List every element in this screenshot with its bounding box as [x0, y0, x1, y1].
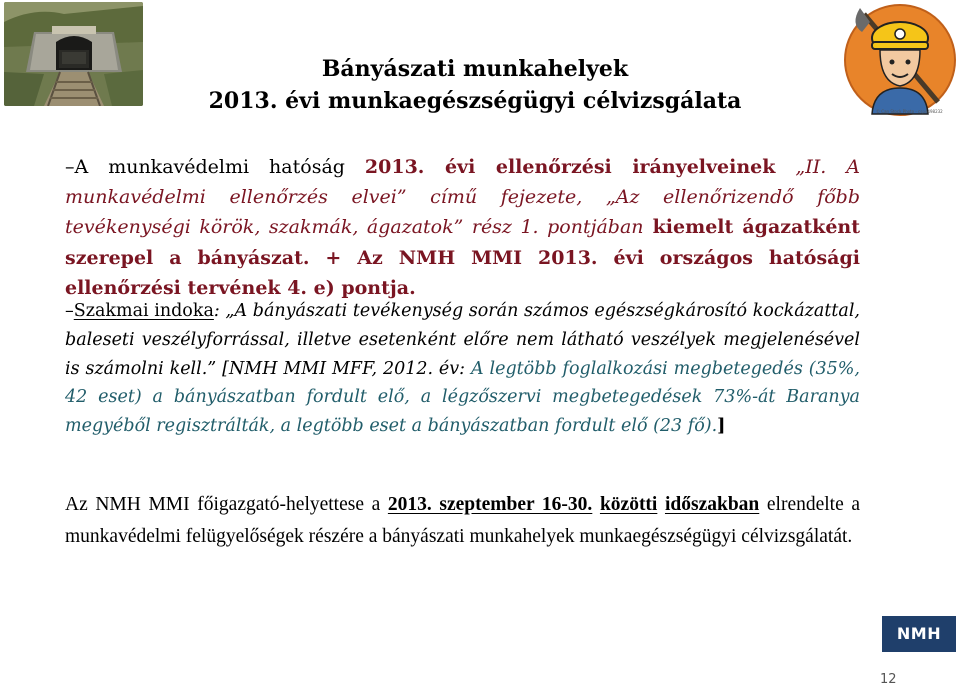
- space: [592, 494, 600, 515]
- order-text-end: elrendelte a munkavédelmi felügyelőségek részére a bányászati munkahelyek munkaegészségügyi célvizsgálatát.: [65, 494, 861, 547]
- statistics-reference: [NMH MMI MFF, 2012. év:: [222, 358, 471, 379]
- page-number: 12: [880, 672, 897, 687]
- order-text-start: Az NMH MMI főigazgató-helyettese a: [65, 494, 388, 515]
- page-title: Bányászati munkahelyek: [321, 56, 629, 82]
- page-subtitle: 2013. évi munkaegészségügyi célvizsgálata: [208, 88, 742, 114]
- miner-logo-icon: [842, 2, 958, 118]
- paragraph-directive: [65, 152, 860, 303]
- directive-year: 2013. évi ellenőrzési irányelveinek: [364, 156, 776, 178]
- rationale-quote: „A bányászati tevékenység során számos egészségkárosító kockázattal, baleseti veszélyforrással, illetve esetenként előre nem látható veszélyek megjelenésével is számolni kell.”: [65, 301, 860, 379]
- mining-priority-text: kiemelt ágazatként szerepel a bányászat. + Az NMH MMI 2013. évi országos hatósági ellenőrzési tervének 4. e) pontja.: [65, 216, 860, 299]
- dash-bullet: –: [65, 301, 74, 321]
- nmh-logo-badge: NMH: [882, 616, 956, 652]
- bracket-close: ]: [717, 416, 726, 437]
- dash-bullet: –: [65, 156, 75, 178]
- logo-copyright: © Can Stock Photo - csp4498232: [876, 109, 943, 114]
- paragraph-order: [65, 489, 860, 552]
- space: [657, 494, 665, 515]
- statistics-text: A legtöbb foglalkozási megbetegedés (35%, 42 eset) a bányászatban fordult elő, a légzőszervi megbetegedések 73%-át Baranya megyéből regisztrálták, a legtöbb eset a bányászatban fordult elő (23 fő).: [65, 358, 860, 437]
- authority-text: A munkavédelmi hatóság: [74, 156, 365, 178]
- date-range-between: közötti: [599, 494, 658, 515]
- rationale-label: Szakmai indoka: [73, 301, 214, 321]
- date-range-period: időszakban: [664, 494, 760, 515]
- date-range: 2013. szeptember 16-30.: [387, 494, 593, 515]
- mine-entrance-photo: [4, 2, 143, 106]
- paragraph-rationale: [65, 297, 860, 441]
- rationale-colon: :: [213, 301, 220, 321]
- chapter-reference: „II. A munkavédelmi ellenőrzés elvei” című fejezete, „Az ellenőrizendő főbb tevékenységi körök, szakmák, ágazatok” rész 1. pontjában: [65, 156, 861, 239]
